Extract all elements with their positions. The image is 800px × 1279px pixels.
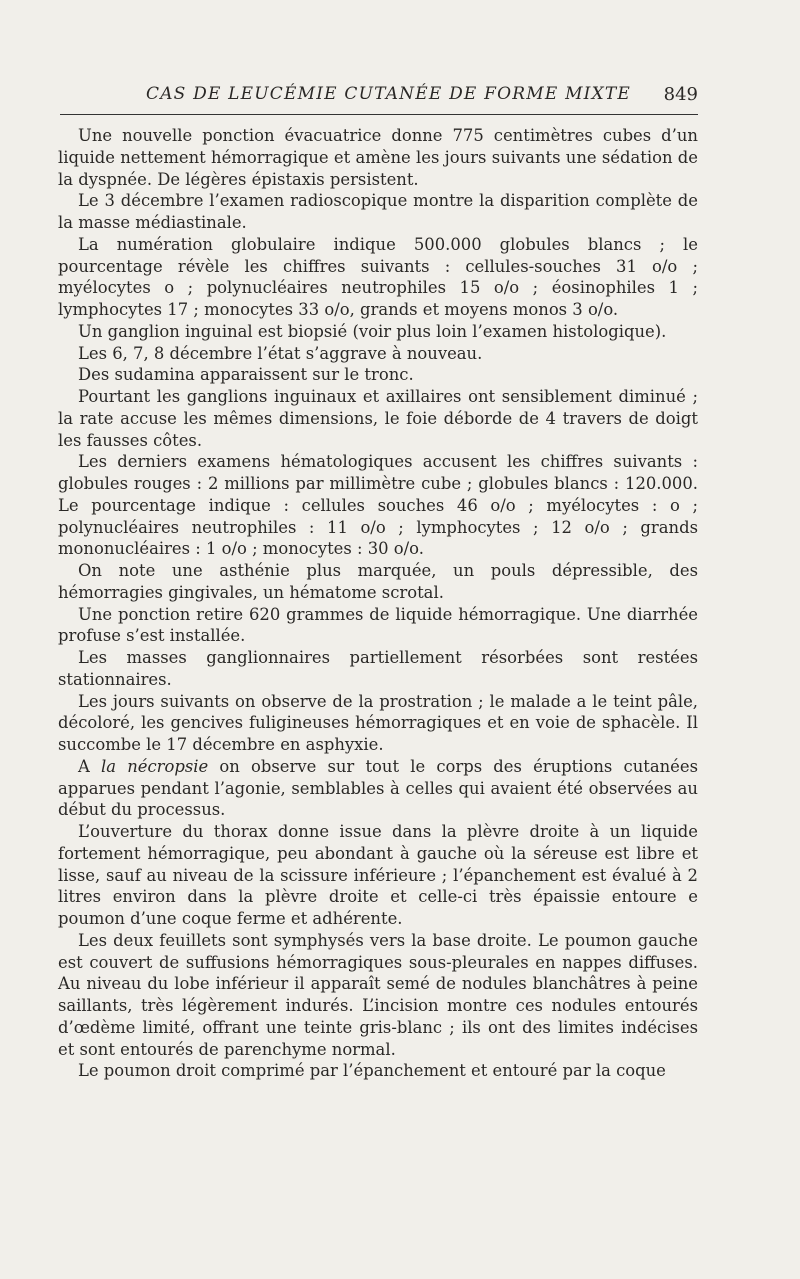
paragraph-rest: on observe sur tout le corps des éruptions cutanées apparues pendant l’agonie, semblables à celles qui avaient été observées au début du processus. xyxy=(58,756,698,820)
paragraph: Les masses ganglionnaires partiellement résorbées sont restées stationnaires. xyxy=(58,648,698,689)
paragraph: La numération globulaire indique 500.000 globules blancs ; le pourcentage révèle les chiffres suivants : cellules-souches 31 o/o ; myélocytes o ; polynucléaires neutrophiles 15 o/o ; éosinophiles 1 ; lymphocytes 17 ; monocytes 33 o/o, grands et moyens monos 3 o/o. xyxy=(58,234,698,319)
paragraph: Les 6, 7, 8 décembre l’état s’aggrave à nouveau. xyxy=(78,343,483,363)
body-text xyxy=(58,125,698,1082)
book-page xyxy=(58,84,698,1082)
paragraph-necropsie xyxy=(58,756,698,821)
running-head xyxy=(58,84,698,112)
paragraph: Les jours suivants on observe de la prostration ; le malade a le teint pâle, décoloré, les gencives fuligineuses hémorragiques et en voie de sphacèle. Il succombe le 17 décembre en asphyxie. xyxy=(58,691,698,754)
paragraph-lead: A xyxy=(78,756,102,776)
paragraph: Un ganglion inguinal est biopsié (voir plus loin l’examen histologique). xyxy=(78,321,667,341)
paragraph: L’ouverture du thorax donne issue dans la plèvre droite à un liquide fortement hémorragique, peu abondant à gauche où la séreuse est libre et lisse, sauf au niveau de la scissure inférieure ; l’épanchement est évalué à 2 litres environ dans la plèvre droite et celle-ci très épaissie entoure e poumon d’une coque ferme et adhérente. xyxy=(58,822,698,928)
paragraph-last: Le poumon droit comprimé par l’épanchement et entouré par la coque xyxy=(78,1061,666,1081)
paragraph: Le 3 décembre l’examen radioscopique montre la disparition complète de la masse médiastinale. xyxy=(58,191,698,232)
paragraph: Pourtant les ganglions inguinaux et axillaires ont sensiblement diminué ; la rate accuse les mêmes dimensions, le foie déborde de 4 travers de doigt les fausses côtes. xyxy=(58,387,698,450)
paragraph: Une nouvelle ponction évacuatrice donne 775 centimètres cubes d’un liquide nettement hémorragique et amène les jours suivants une sédation de la dyspnée. De légères épistaxis persistent. xyxy=(58,126,698,189)
header-rule xyxy=(60,114,698,115)
paragraph: On note une asthénie plus marquée, un pouls dépressible, des hémorragies gingivales, un hématome scrotal. xyxy=(58,561,698,602)
page-number: 849 xyxy=(663,84,698,105)
paragraph: Des sudamina apparaissent sur le tronc. xyxy=(78,365,414,385)
paragraph: Les derniers examens hématologiques accusent les chiffres suivants : globules rouges : 2 millions par millimètre cube ; globules blancs : 120.000. Le pourcentage indique : cellules souches 46 o/o ; myélocytes : o ; polynucléaires neutrophiles : 11 o/o ; lymphocytes ; 12 o/o ; grands mononucléaires : 1 o/o ; monocytes : 30 o/o. xyxy=(58,452,698,559)
paragraph: Les deux feuillets sont symphysés vers la base droite. Le poumon gauche est couvert de suffusions hémorragiques sous-pleurales en nappes diffuses. Au niveau du lobe inférieur il apparaît semé de nodules blanchâtres à peine saillants, très légèrement indurés. L’incision montre ces nodules entourés d’œdème limité, offrant une teinte gris-blanc ; ils ont des limites indécises et sont entourés de parenchyme normal. xyxy=(58,930,698,1059)
italic-term: la nécropsie xyxy=(101,756,209,776)
paragraph: Une ponction retire 620 grammes de liquide hémorragique. Une diarrhée profuse s’est installée. xyxy=(58,604,698,646)
running-title: CAS DE LEUCÉMIE CUTANÉE DE FORME MIXTE xyxy=(146,84,632,104)
